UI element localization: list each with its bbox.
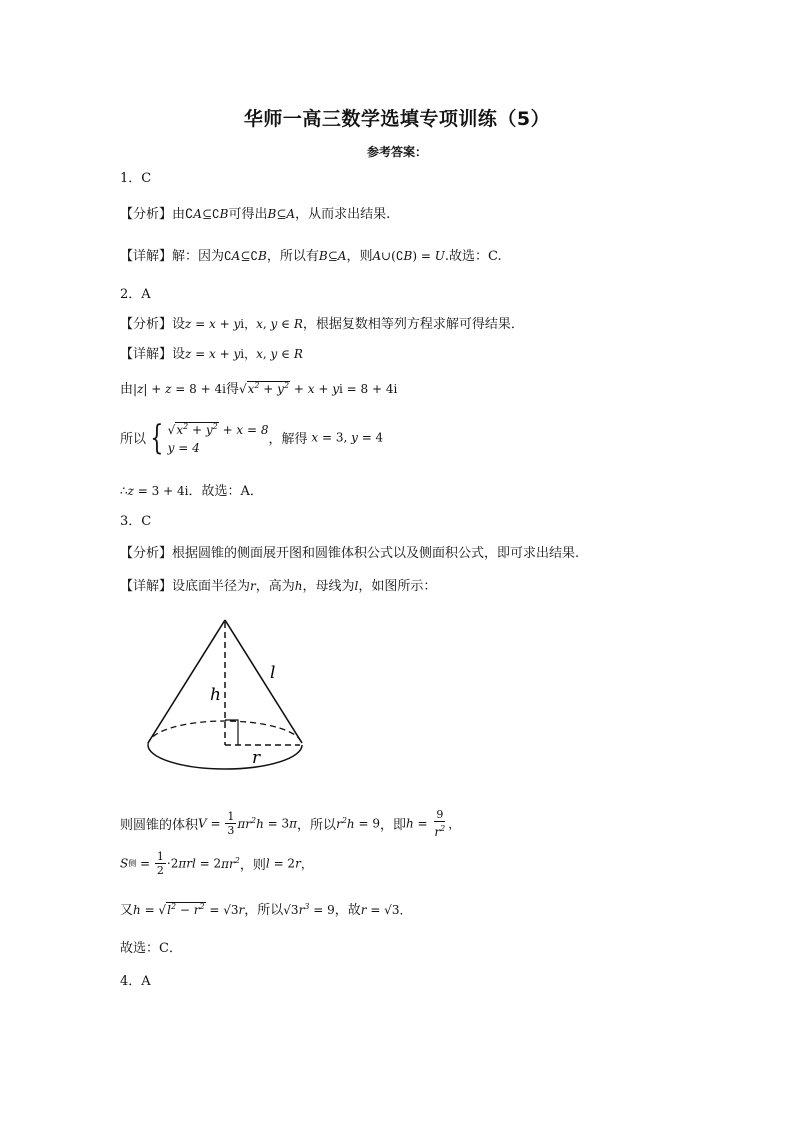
q3-detail: 【详解】设底面半径为r，高为h，母线为l，如图所示： [120, 579, 437, 594]
q3-answer: 3．C [120, 514, 152, 529]
q2-answer: 2．A [120, 287, 151, 302]
q3-volume: 则圆锥的体积V = $\frac{1}{3}$ $\pi r^2h = 3\pi$，所以$r^2h = 9$，即h = $\frac{9}{r^2}$ ， [120, 808, 461, 839]
q2-detail: 【详解】设z = x + yi，x, y ∈ R [120, 347, 303, 362]
q3-analysis: 【分析】根据圆锥的侧面展开图和圆锥体积公式以及侧面积公式，即可求出结果. [120, 546, 580, 561]
cone-figure [140, 610, 315, 775]
q2-conclusion: ∴z = 3 + 4i．故选：A． [120, 484, 263, 499]
answer-heading: 参考答案： [366, 145, 427, 159]
page-title: 华师一高三数学选填专项训练（5） [243, 108, 551, 130]
radius-label: r [252, 748, 261, 768]
q3-conclusion: 故选：C． [120, 941, 182, 956]
q2-analysis: 【分析】设z = x + yi，x, y ∈ R，根据复数相等列方程求解可得结果． [120, 317, 524, 332]
q1-answer: 1．C [120, 171, 152, 186]
q2-equation: 由|z| + z = 8 + 4i得$√x^2 + y^2 + x$ + yi = 8 + 4i [120, 381, 398, 397]
q3-lateral-area: S侧 = $\frac{1}{2}$ $\cdot 2\pi rl = 2\pi r^2$，则l = 2r， [120, 850, 313, 877]
q3-height: 又$h = √l^2 - r^2 = √3r$，所以$√3r^3 = 9$，故r = √3． [120, 902, 412, 918]
q1-analysis: 【分析】由∁A⊆∁B可得出B⊆A，从而求出结果. [120, 207, 391, 222]
q2-system: 所以 { $√x^2 + y^2 + x = 8$ y = 4 ，解得 x = 3, y = 4 [120, 417, 384, 458]
q1-detail: 【详解】解：因为∁A⊆∁B，所以有B⊆A，则A∪(∁B) = U.故选：C. [120, 249, 502, 264]
height-label: h [210, 685, 221, 705]
slant-label: l [270, 663, 276, 683]
q4-answer: 4．A [120, 974, 151, 989]
